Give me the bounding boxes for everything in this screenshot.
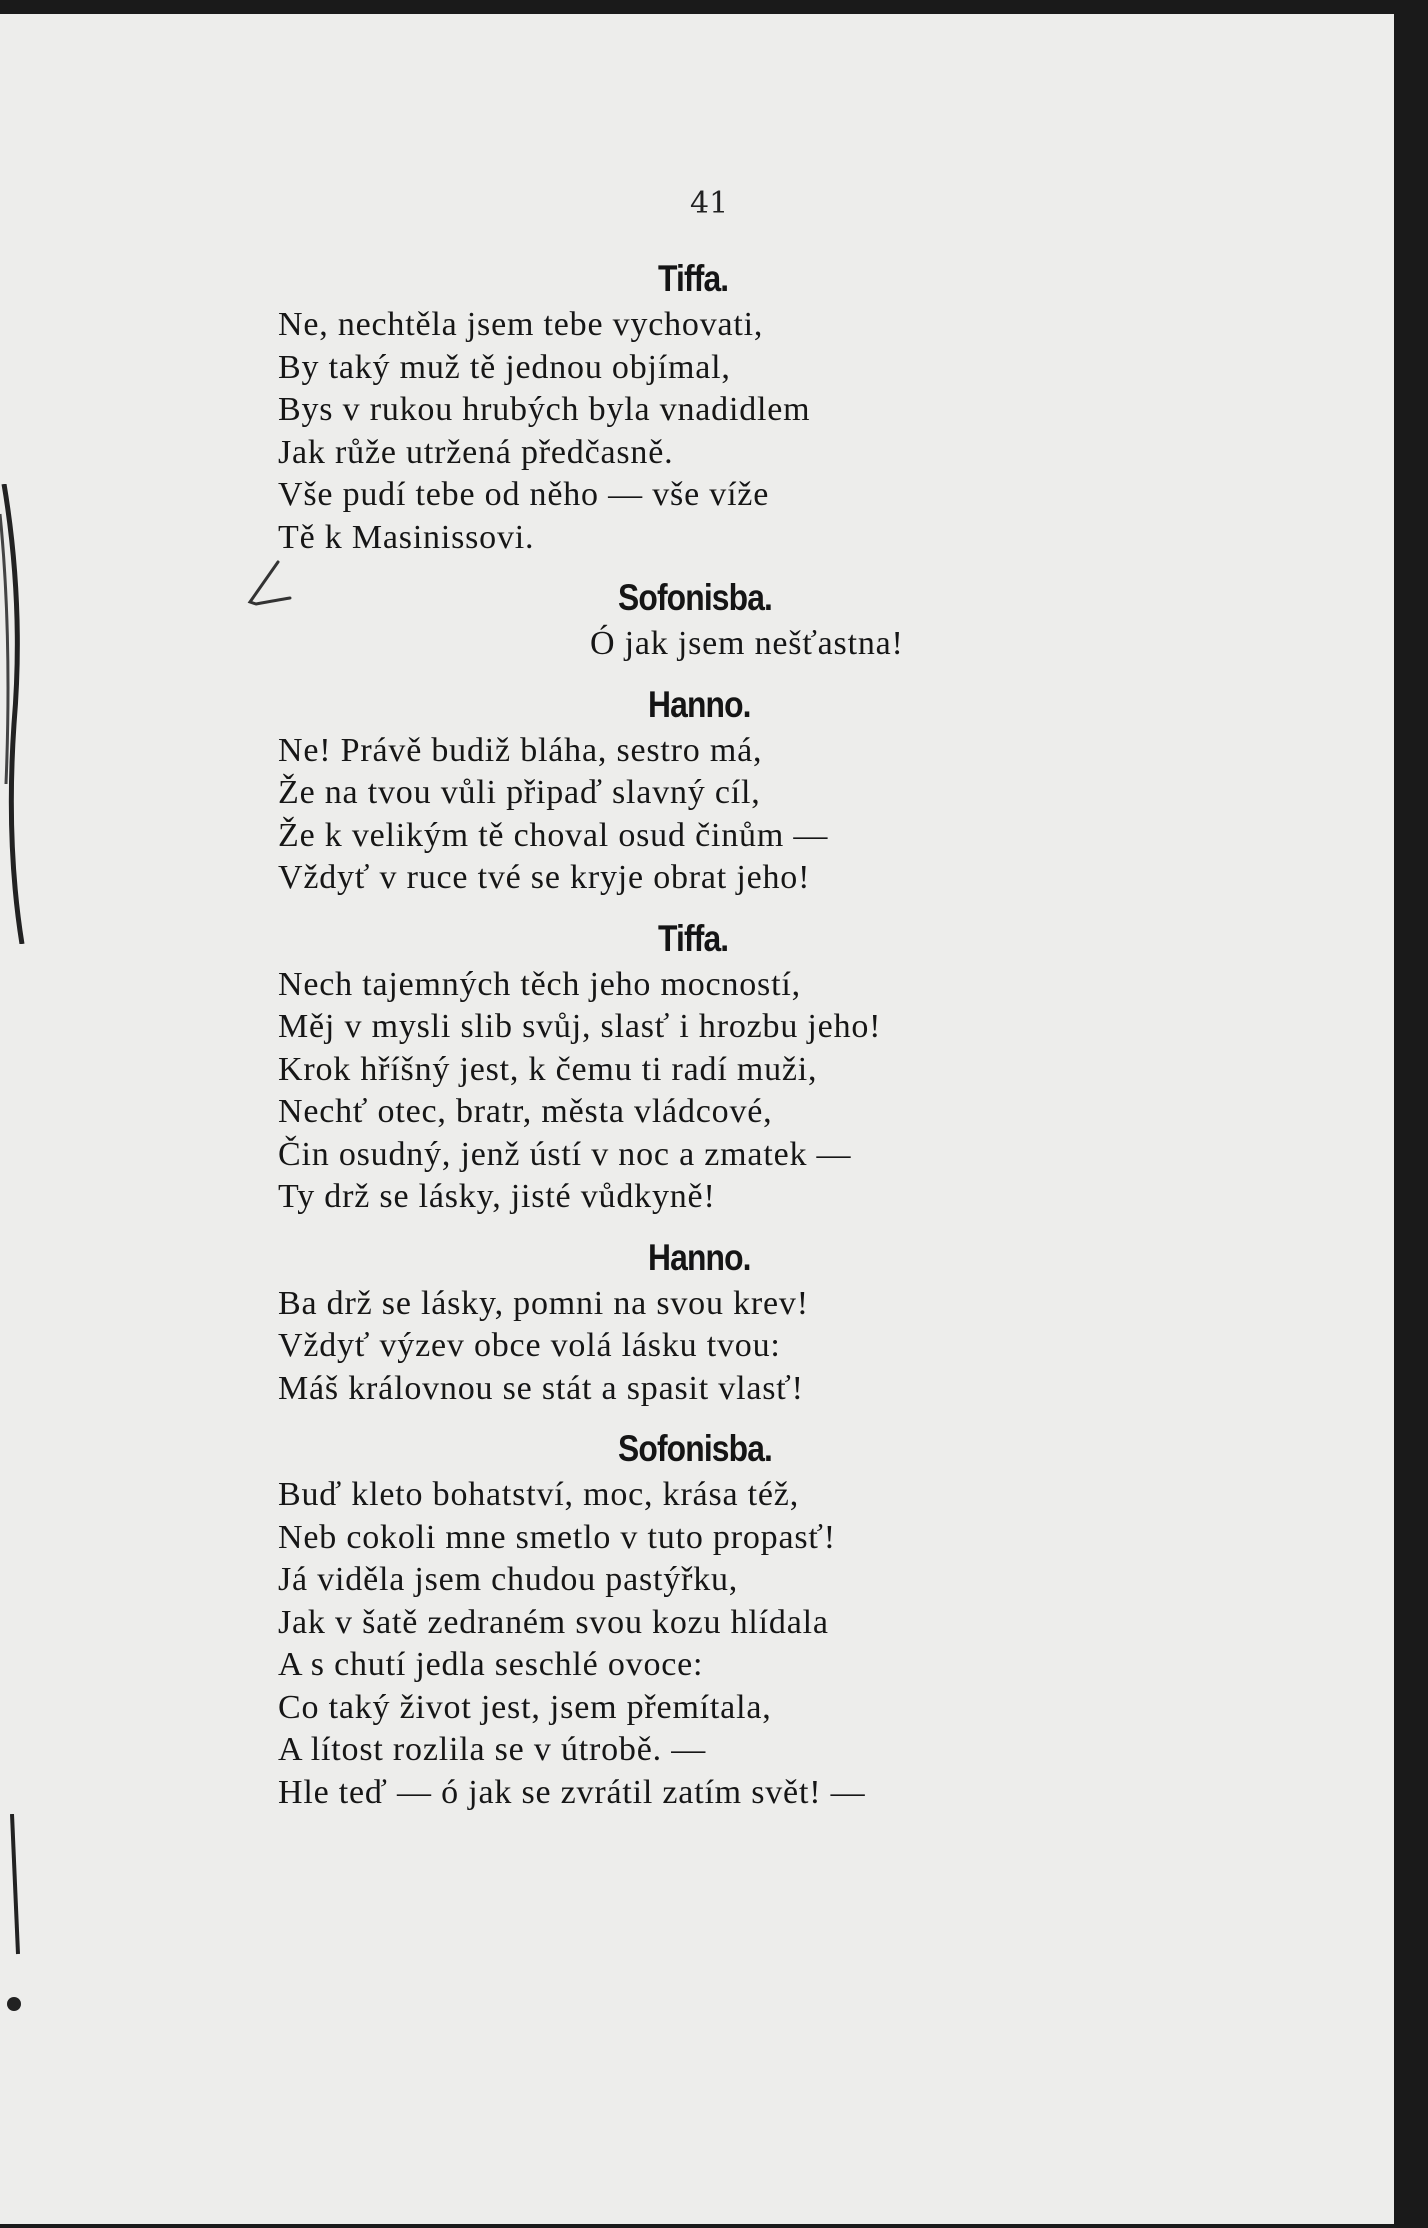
speaker-name: Tiffa. bbox=[658, 258, 729, 299]
verse-line: Čin osudný, jenž ústí v noc a zmatek — bbox=[278, 1135, 852, 1173]
verse-line: Vždyť výzev obce volá lásku tvou: bbox=[278, 1327, 781, 1364]
verse-line: Tě k Masinissovi. bbox=[278, 518, 535, 556]
speaker-name: Sofonisba. bbox=[618, 577, 773, 618]
page-number: 41 bbox=[690, 186, 729, 221]
verse-line: Vše pudí tebe od něho — vše víže bbox=[278, 476, 770, 513]
dialogue-block bbox=[278, 680, 1058, 900]
verse-line: Hle teď — ó jak se zvrátil zatím svět! — bbox=[278, 1773, 866, 1811]
speaker-name: Hanno. bbox=[648, 1236, 751, 1278]
verse-line: Ba drž se lásky, pomni na svou krev! bbox=[278, 1284, 809, 1322]
verse-line: Měj v mysli slib svůj, slasť i hrozbu jeho! bbox=[278, 1008, 882, 1045]
verse-line: Jak v šatě zedraném svou kozu hlídala bbox=[278, 1603, 829, 1641]
dialogue-block bbox=[278, 1424, 1058, 1814]
verse-line: Ne, nechtěla jsem tebe vychovati, bbox=[278, 306, 764, 343]
verse-line: Buď kleto bohatství, moc, krása též, bbox=[278, 1476, 800, 1513]
verse-line: Nechť otec, bratr, města vládcové, bbox=[278, 1093, 773, 1130]
dialogue-block bbox=[278, 1233, 1058, 1411]
book-page bbox=[0, 14, 1394, 2224]
speaker-name: Tiffa. bbox=[658, 917, 729, 959]
verse-line: Nech tajemných těch jeho mocností, bbox=[278, 965, 801, 1003]
binding-edge-mark bbox=[0, 484, 30, 944]
verse-line: Vždyť v ruce tvé se kryje obrat jeho! bbox=[278, 859, 811, 896]
speaker-name: Sofonisba. bbox=[618, 1428, 773, 1469]
verse-line: A lítost rozlila se v útrobě. — bbox=[278, 1731, 707, 1768]
verse-line: Neb cokoli mne smetlo v tuto propasť! bbox=[278, 1518, 836, 1556]
verse-line: Co taký život jest, jsem přemítala, bbox=[278, 1688, 772, 1726]
verse-line: Krok hříšný jest, k čemu ti radí muži, bbox=[278, 1050, 818, 1088]
verse-line: Ne! Právě budiž bláha, sestro má, bbox=[278, 731, 763, 769]
verse-line: Máš královnou se stát a spasit vlasť! bbox=[278, 1369, 804, 1407]
verse-line: Já viděla jsem chudou pastýřku, bbox=[278, 1561, 739, 1598]
verse-line: Že na tvou vůli připaď slavný cíl, bbox=[278, 774, 761, 811]
speaker-name: Hanno. bbox=[648, 683, 751, 725]
verse-line: By taký muž tě jednou objímal, bbox=[278, 348, 731, 386]
verse-line: Že k velikým tě choval osud činům — bbox=[278, 816, 829, 854]
verse-line: Ó jak jsem nešťastna! bbox=[590, 625, 904, 662]
verse-line: A s chutí jedla seschlé ovoce: bbox=[278, 1646, 704, 1683]
verse-line: Ty drž se lásky, jisté vůdkyně! bbox=[278, 1178, 716, 1215]
verse-line: Jak růže utržená předčasně. bbox=[278, 433, 674, 471]
dialogue-block bbox=[278, 573, 1058, 666]
dialogue-block bbox=[278, 254, 1058, 559]
play-text bbox=[278, 254, 1058, 1828]
verse-line: Bys v rukou hrubých byla vnadidlem bbox=[278, 391, 811, 428]
dialogue-block bbox=[278, 914, 1058, 1219]
binding-edge-mark-lower bbox=[0, 1814, 30, 2024]
